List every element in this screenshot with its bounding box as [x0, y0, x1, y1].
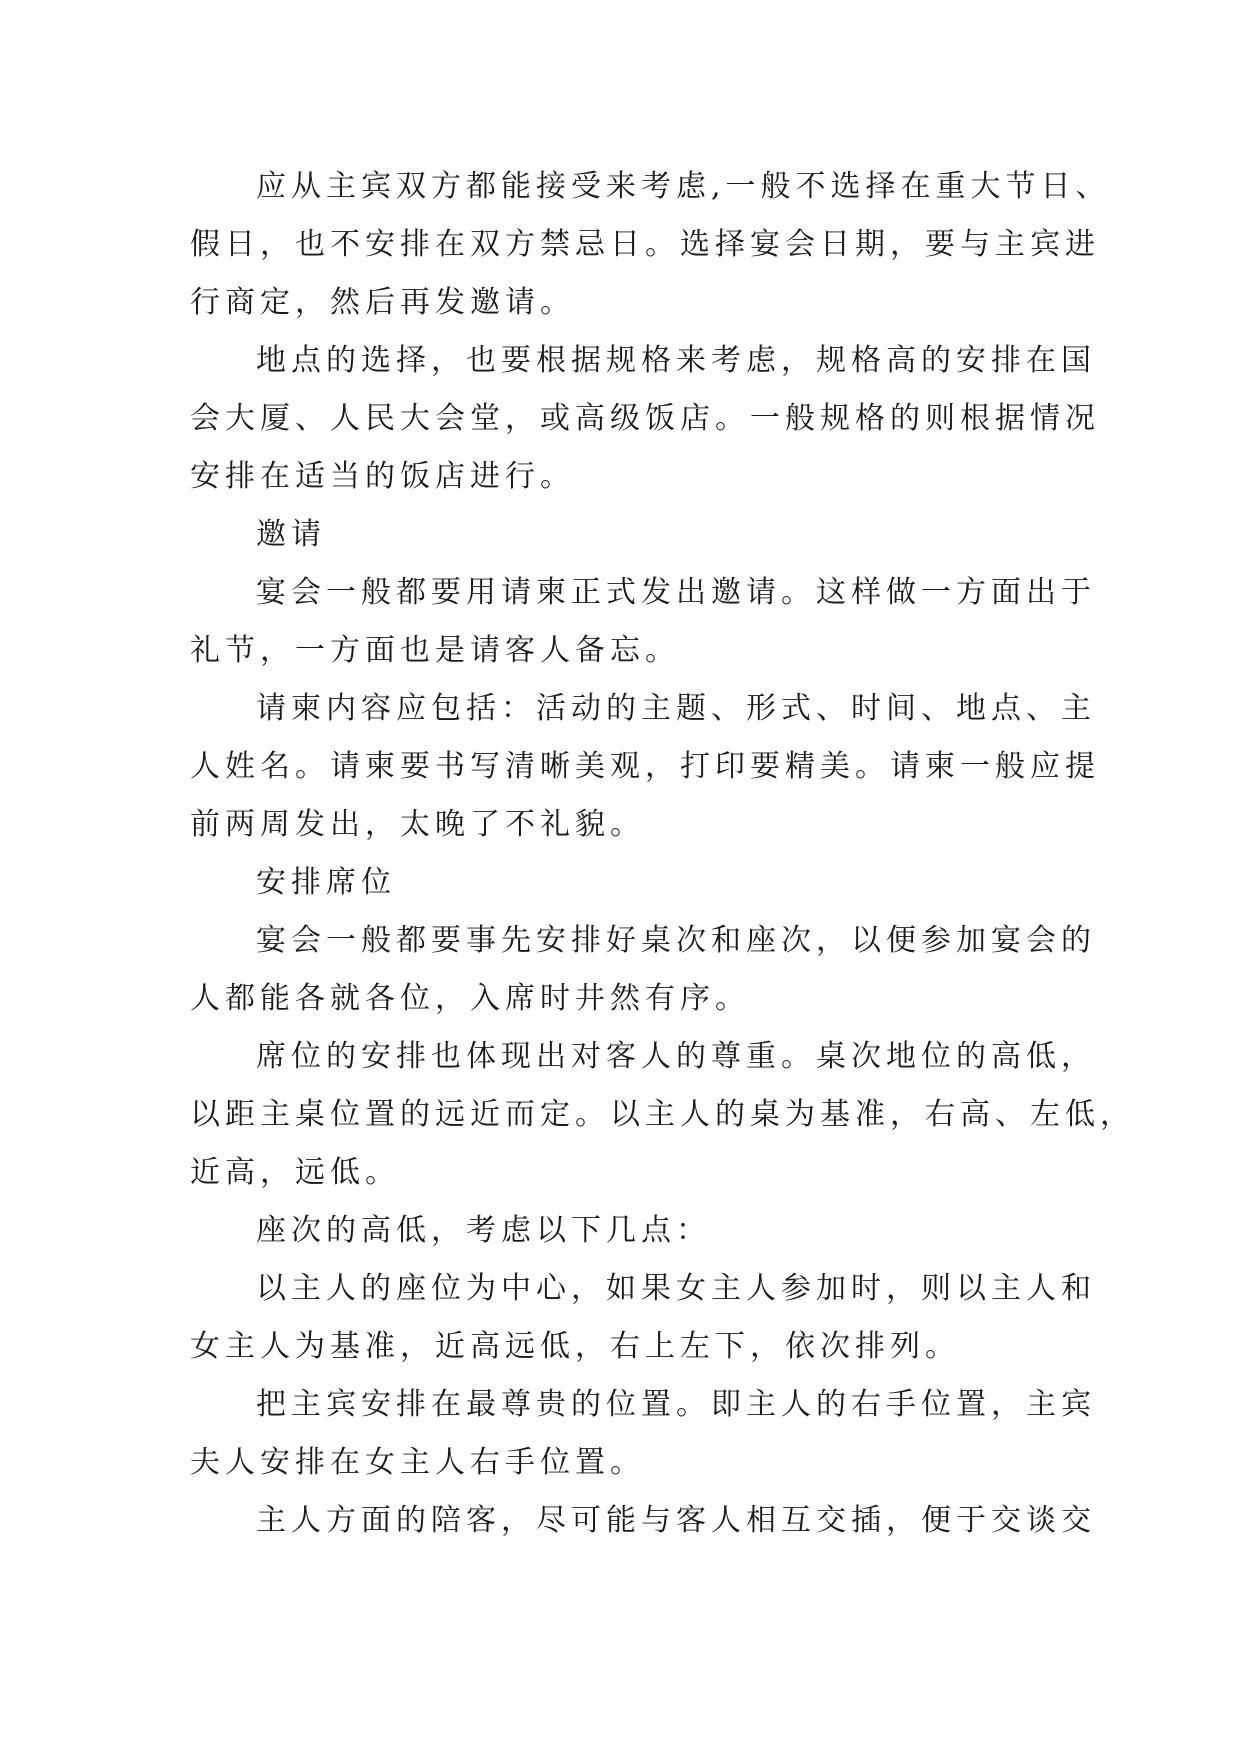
paragraph-line: 把主宾安排在最尊贵的位置。即主人的右手位置，主宾: [256, 1387, 1096, 1422]
paragraph-seat-rank-host: [190, 1260, 1096, 1376]
section-heading-invitation: [190, 506, 1090, 564]
paragraph-line: 近高，远低。: [190, 1155, 400, 1190]
section-heading-seating: [190, 854, 1090, 912]
paragraph-line: 以距主桌位置的远近而定。以主人的桌为基准，右高、左低，: [190, 1097, 1135, 1132]
paragraph-line: 主人方面的陪客，尽可能与客人相互交插，便于交谈交: [256, 1503, 1096, 1538]
paragraph-line: 女主人为基准，近高远低，右上左下，依次排列。: [190, 1329, 960, 1364]
paragraph-line: 请柬内容应包括：活动的主题、形式、时间、地点、主: [256, 691, 1096, 726]
paragraph-line: 应从主宾双方都能接受来考虑,一般不选择在重大节日、: [256, 169, 1111, 204]
paragraph-line: 人姓名。请柬要书写清晰美观，打印要精美。请柬一般应提: [190, 749, 1100, 784]
paragraph-line: 人都能各就各位，入席时井然有序。: [190, 981, 750, 1016]
paragraph-seating-arrangement: [190, 912, 1096, 1028]
paragraph-line: 假日，也不安排在双方禁忌日。选择宴会日期，要与主宾进: [190, 227, 1100, 262]
paragraph-line: 以主人的座位为中心，如果女主人参加时，则以主人和: [256, 1271, 1096, 1306]
paragraph-line: 前两周发出，太晚了不礼貌。: [190, 807, 645, 842]
paragraph-invitation-content: [190, 680, 1100, 854]
paragraph-line: 夫人安排在女主人右手位置。: [190, 1445, 645, 1480]
section-heading: 邀请: [256, 517, 326, 552]
paragraph-line: 宴会一般都要事先安排好桌次和座次，以便参加宴会的: [256, 923, 1096, 958]
paragraph-accompanying-guests: [190, 1492, 1096, 1550]
paragraph-line: 宴会一般都要用请柬正式发出邀请。这样做一方面出于: [256, 575, 1096, 610]
paragraph-table-rank: [190, 1028, 1135, 1202]
paragraph-line: 会大厦、人民大会堂，或高级饭店。一般规格的则根据情况: [190, 401, 1100, 436]
paragraph-line: 行商定，然后再发邀请。: [190, 285, 575, 320]
paragraph-invitation-card: [190, 564, 1096, 680]
paragraph-seat-rank-guest: [190, 1376, 1096, 1492]
paragraph-seat-rank-intro: [190, 1202, 1090, 1260]
paragraph-line: 礼节，一方面也是请客人备忘。: [190, 633, 680, 668]
paragraph-line: 席位的安排也体现出对客人的尊重。桌次地位的高低，: [256, 1039, 1096, 1074]
paragraph-line: 地点的选择，也要根据规格来考虑，规格高的安排在国: [256, 343, 1096, 378]
paragraph-banquet-date: [190, 158, 1111, 332]
paragraph-line: 安排在适当的饭店进行。: [190, 459, 575, 494]
paragraph-venue: [190, 332, 1100, 506]
section-heading: 安排席位: [256, 865, 396, 900]
document-body: [190, 158, 1135, 1550]
paragraph-line: 座次的高低，考虑以下几点：: [256, 1213, 711, 1248]
